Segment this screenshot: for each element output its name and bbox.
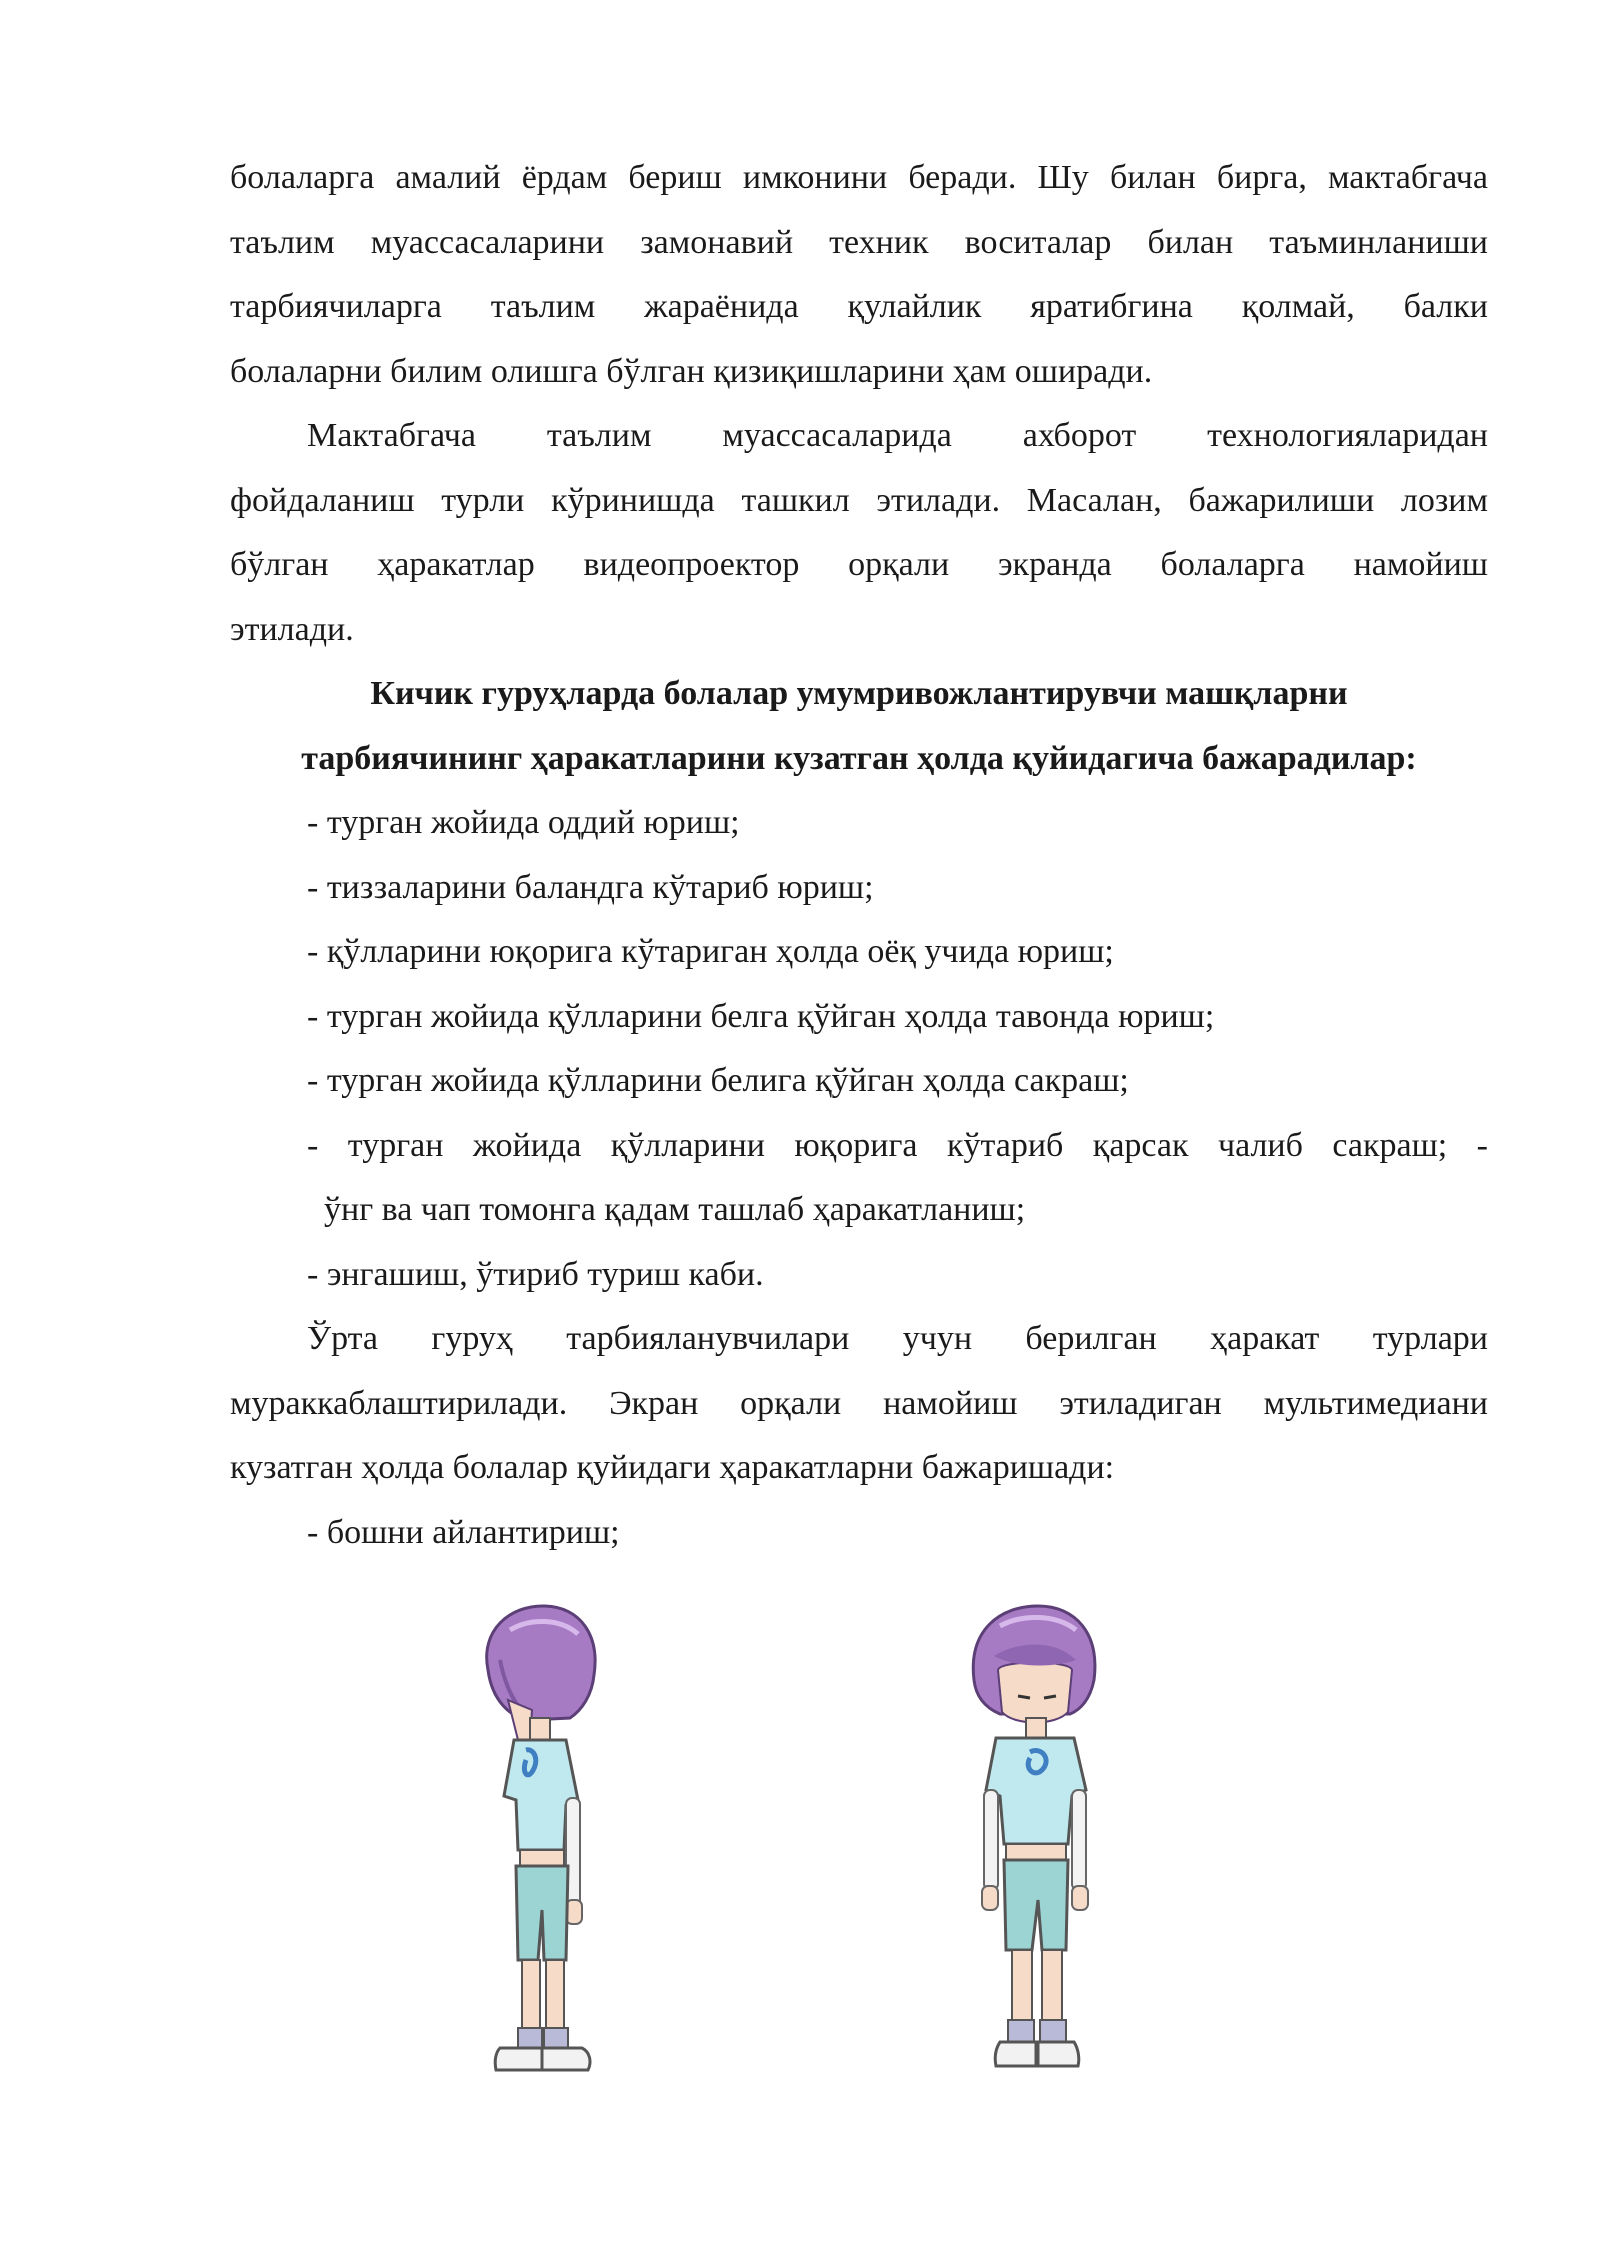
list-item: - турган жойида қўлларини юқорига кўтариб қарсак чалиб сакраш; - (307, 1126, 1488, 1164)
list-item: - қўлларини юқорига кўтариган ҳолда оёқ учида юриш; (307, 933, 1114, 970)
paragraph-3-line-1: Ўрта гуруҳ тарбияланувчилари учун берилган ҳаракат турлари (307, 1320, 1488, 1357)
paragraph-3-line-2: мураккаблаштирилади. Экран орқали намойиш этиладиган мультимедиани (230, 1384, 1488, 1422)
list-item: - турган жойида қўлларини белига қўйган ҳолда сакраш; (307, 1062, 1129, 1099)
paragraph-1-line-2: таълим муассасаларини замонавий техник воситалар билан таъминланиши (230, 223, 1488, 261)
illustrations (0, 1600, 1600, 2120)
paragraph-1-line-3: тарбиячиларга таълим жараёнида қулайлик яратибгина қолмай, балки (230, 288, 1488, 325)
list-item-continuation: ўнг ва чап томонга қадам ташлаб ҳаракатланиш; (324, 1191, 1026, 1228)
paragraph-2-line-4: этилади. (230, 610, 354, 648)
list-item: - турган жойида қўлларини белга қўйган ҳолда тавонда юриш; (307, 997, 1215, 1035)
child-side-view-illustration (470, 1600, 620, 2090)
list-item: - бошни айлантириш; (307, 1513, 620, 1551)
paragraph-2-line-1: Мактабгача таълим муассасаларида ахборот технологияларидан (307, 417, 1488, 454)
list-item: - тиззаларини баландга кўтариб юриш; (307, 868, 874, 906)
paragraph-2-line-3: бўлган ҳаракатлар видеопроектор орқали экранда болаларга намойиш (230, 546, 1488, 583)
section-heading-line-1: Кичик гуруҳларда болалар умумривожлантирувчи машқларни (370, 675, 1348, 712)
list-item: - энгашиш, ўтириб туриш каби. (307, 1255, 764, 1293)
paragraph-1-line-4: болаларни билим олишга бўлган қизиқишларини ҳам оширади. (230, 352, 1153, 390)
paragraph-3-line-3: кузатган ҳолда болалар қуйидаги ҳаракатларни бажаришади: (230, 1449, 1115, 1486)
section-heading-line-2: тарбиячининг ҳаракатларини кузатган ҳолда қуйидагича бажарадилар: (301, 739, 1417, 777)
child-front-view-illustration (960, 1600, 1110, 2090)
list-item: - турган жойида оддий юриш; (307, 804, 740, 841)
paragraph-2-line-2: фойдаланиш турли кўринишда ташкил этилади. Масалан, бажарилиши лозим (230, 481, 1488, 519)
text-body (230, 152, 1488, 1571)
paragraph-1-line-1: болаларга амалий ёрдам бериш имконини беради. Шу билан бирга, мактабгача (230, 159, 1488, 196)
